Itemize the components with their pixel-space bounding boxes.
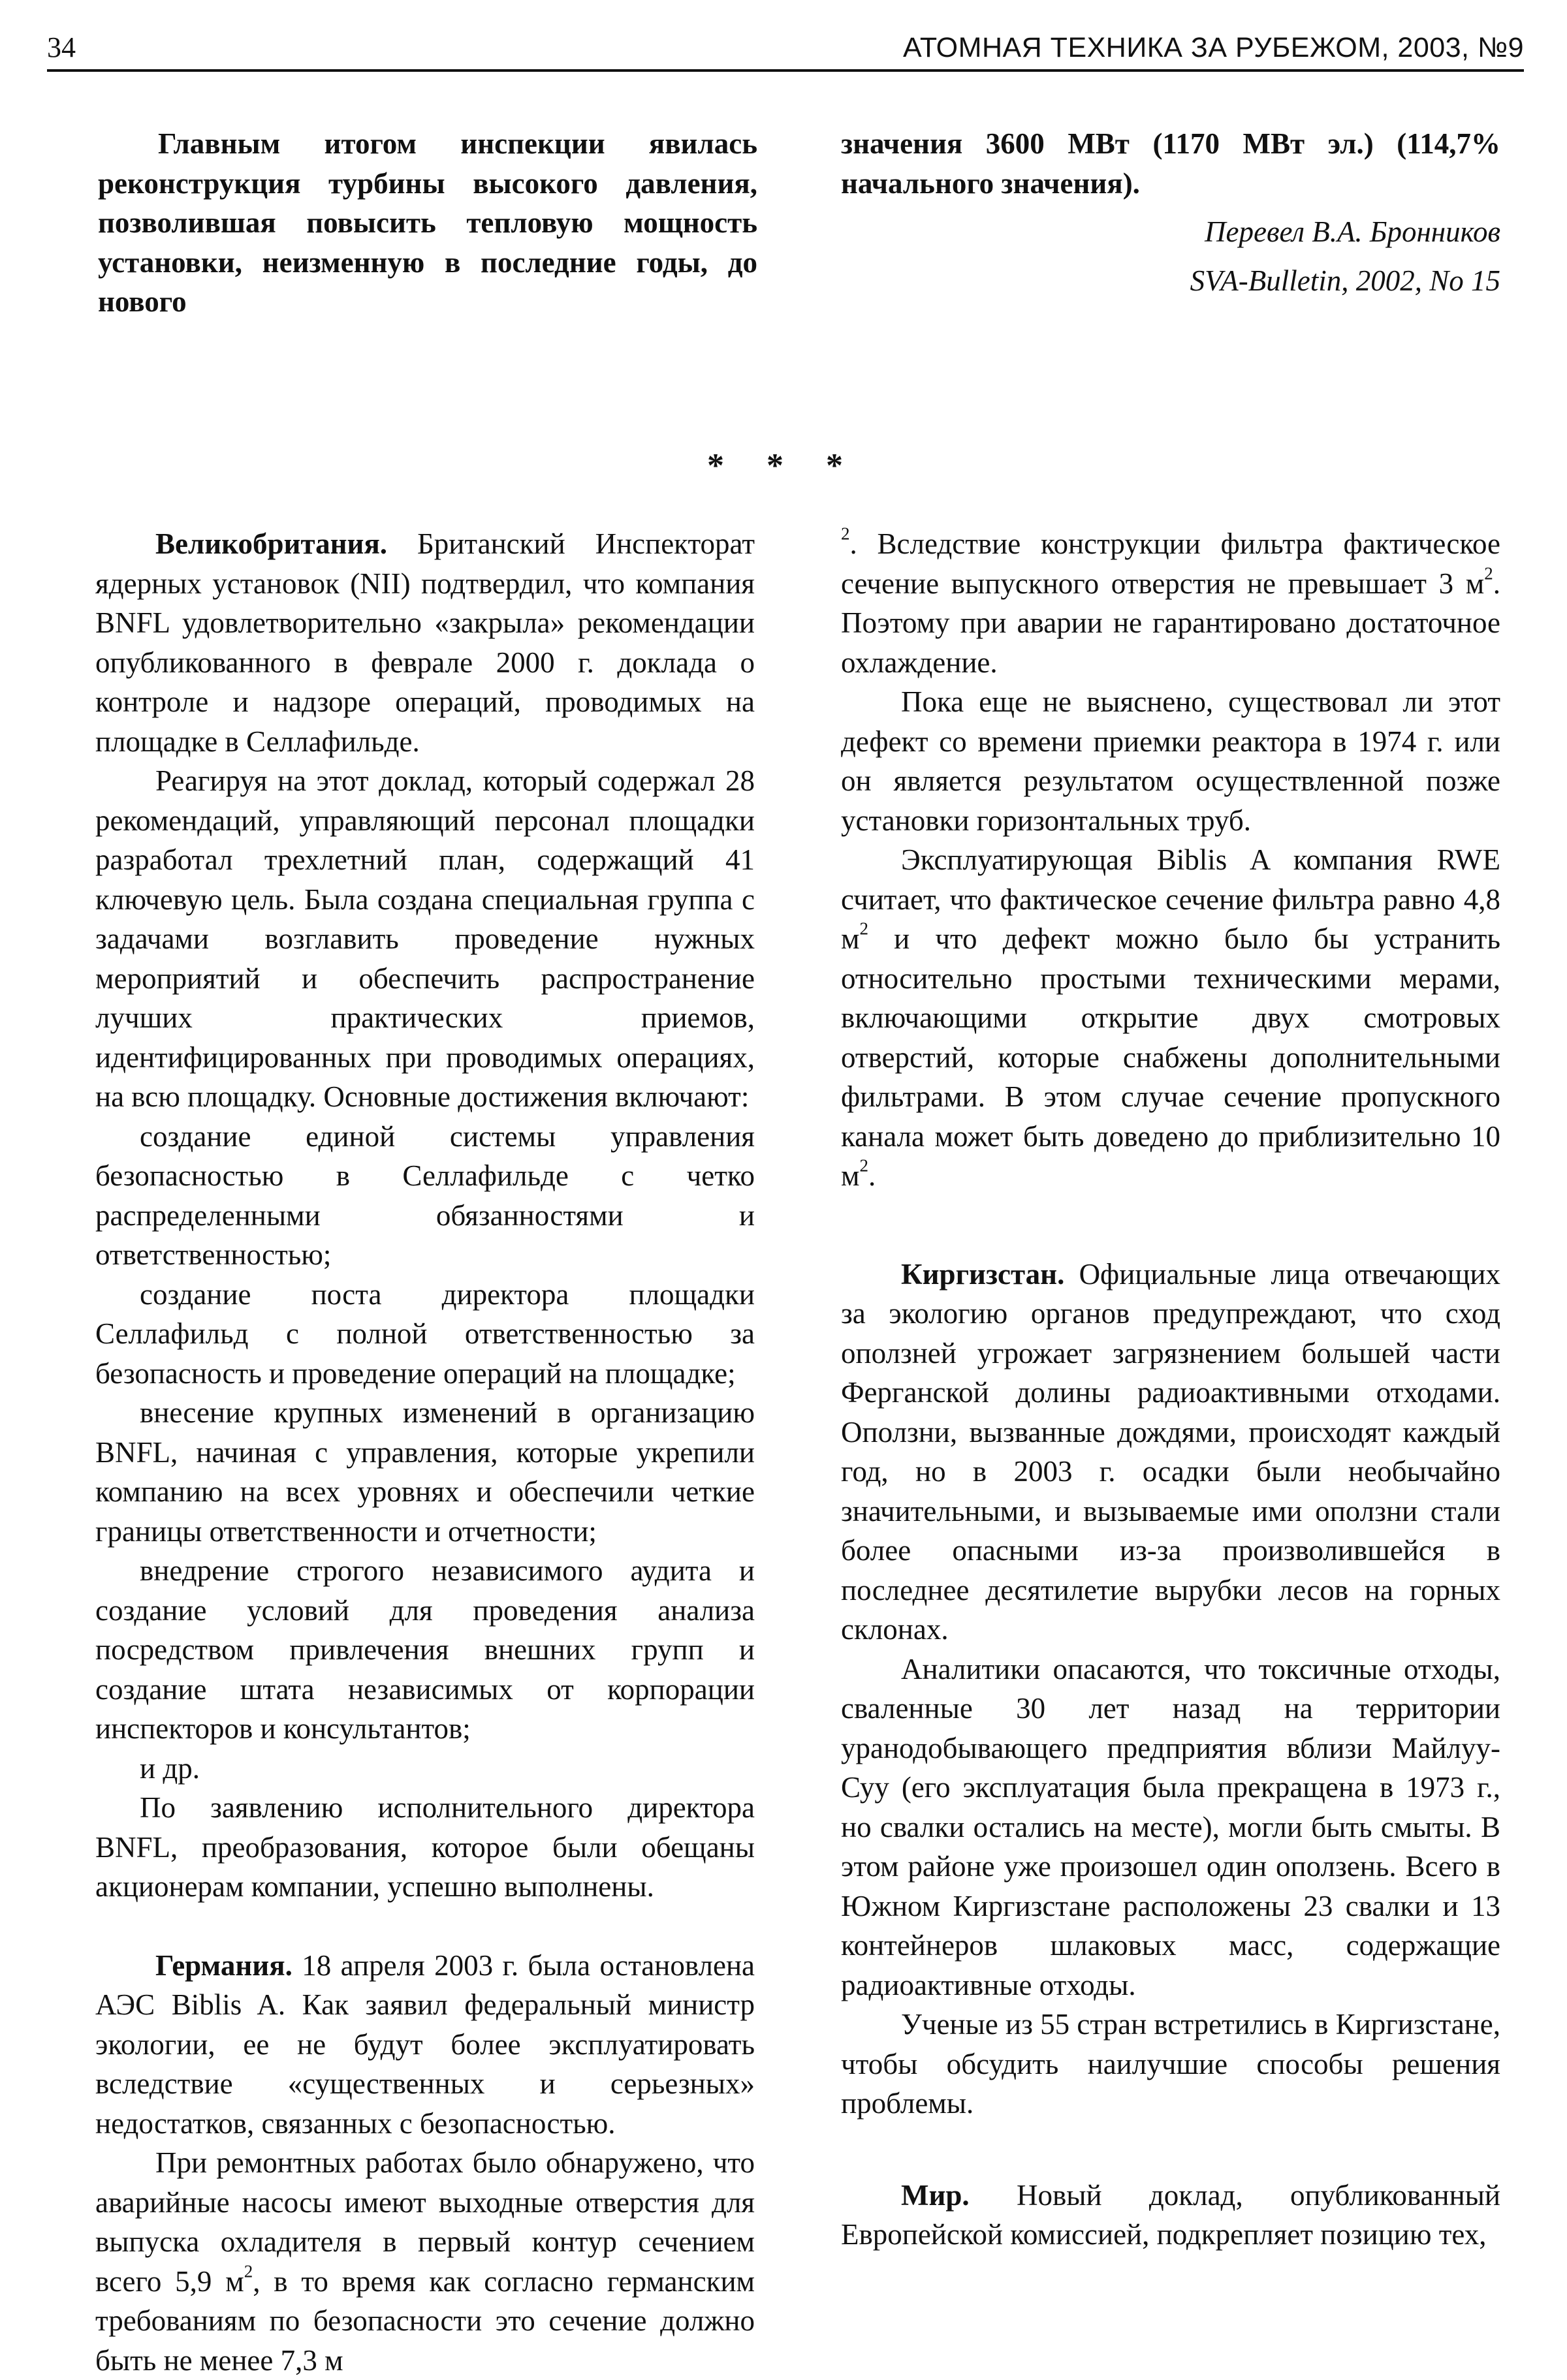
top-right-column — [841, 124, 1500, 300]
uk-list-item: внедрение строгого независимого аудита и создание условий для проведения анализа посредством привлечения внешних групп и создание штата независимых от корпорации инспекторов и консультантов; — [95, 1554, 755, 1745]
kyrgyzstan-paragraph-2: Аналитики опасаются, что токсичные отходы, сваленные 30 лет назад на территории уранодобывающего предприятия вблизи Майлуу-Суу (его эксплуатация была прекращена в 1973 г., но свалки остались на месте), могли быть смыты. В этом районе уже произошел один оползень. Всего в Южном Киргизстане расположены 23 свалки и 13 контейнеров шлаковых масс, содержащие радиоактивные отходы. — [841, 1652, 1500, 2001]
uk-list-item: и др. — [140, 1751, 200, 1785]
uk-list-item: создание поста директора площадки Селлафильд с полной ответственностью за безопасность и проведение операций на площадке; — [95, 1277, 755, 1390]
uk-heading: Великобритания. — [155, 527, 388, 560]
germany-paragraph-1: Германия. 18 апреля 2003 г. была остановлена АЭС Biblis A. Как заявил федеральный министр экологии, ее не будут более эксплуатировать вследствие «существенных и серьезных» недостатков, связанных с безопасностью. — [95, 1949, 755, 2140]
germany-paragraph-2-continued: $^2$. Вследствие конструкции фильтра фактическое сечение выпускного отверстия не превышает 3 $м^2$. Поэтому при аварии не гарантировано достаточное охлаждение. — [841, 524, 1500, 679]
section-separator: * * * — [707, 447, 860, 484]
page-header — [47, 27, 1524, 68]
uk-paragraph-1: Великобритания. Британский Инспекторат ядерных установок (NII) подтвердил, что компания BNFL удовлетворительно «закрыла» рекомендации опубликованного в феврале 2000 г. доклада о контроле и надзоре операций, проводимых на площадке в Селлафильде. — [95, 527, 755, 758]
left-column — [95, 524, 755, 2380]
kyrgyzstan-paragraph-1: Киргизстан. Официальные лица отвечающих за экологию органов предупреждают, что сход оползней угрожает загрязнением большей части Ферганской долины радиоактивными отходами. Оползни, вызванные дождями, происходят каждый год, но в 2003 г. осадки были необычайно значительными, и вызываемые ими оползни стали более опасными из-за произволившейся в последнее десятилетие вырубки лесов на горных склонах. — [841, 1257, 1500, 1646]
germany-paragraph-2: При ремонтных работах было обнаружено, что аварийные насосы имеют выходные отверстия для выпуска охладителя в первый контур сечением всего 5,9 $м^2$, в то время как согласно германским требованиям по безопасности это сечение должно быть не менее 7,3 м — [95, 2146, 755, 2377]
header-rule — [47, 69, 1524, 72]
germany-paragraph-3: Пока еще не выяснено, существовал ли этот дефект со времени приемки реактора в 1974 г. или он является результатом осуществленной позже установки горизонтальных труб. — [841, 685, 1500, 837]
world-paragraph-1: Мир. Новый доклад, опубликованный Европейской комиссией, подкрепляет позицию тех, — [841, 2178, 1500, 2251]
germany-heading: Германия. — [155, 1949, 293, 1982]
page-number: 34 — [47, 31, 76, 63]
inspection-summary-continued: значения 3600 МВт (1170 МВт эл.) (114,7% начального значения). — [841, 127, 1500, 200]
kyrgyzstan-paragraph-3: Ученые из 55 стран встретились в Киргизстане, чтобы обсудить наилучшие способы решения проблемы. — [841, 2008, 1500, 2120]
uk-list-item: внесение крупных изменений в организацию BNFL, начиная с управления, которые укрепили компанию на всех уровнях и обеспечили четкие границы ответственности и отчетности; — [95, 1396, 755, 1548]
inspection-summary: Главным итогом инспекции явилась реконструкция турбины высокого давления, позволившая повысить тепловую мощность установки, неизменную в последние годы, до нового — [98, 127, 757, 318]
translator-credit: Перевел В.А. Бронников — [1205, 215, 1500, 248]
germany-paragraph-4: Эксплуатирующая Biblis A компания RWE считает, что фактическое сечение фильтра равно 4,8 $м^2$ и что дефект можно было бы устранить относительно простыми техническими мерами, включающими открытие двух смотровых отверстий, которые снабжены дополнительными фильтрами. В этом случае сечение пропускного канала может быть доведено до приблизительно 10 $м^2$. — [841, 843, 1500, 1192]
journal-title: АТОМНАЯ ТЕХНИКА ЗА РУБЕЖОМ, 2003, №9 — [903, 32, 1524, 63]
uk-list-item: создание единой системы управления безопасностью в Селлафильде с четко распределенными обязанностями и ответственностью; — [95, 1120, 755, 1271]
world-heading: Мир. — [901, 2178, 970, 2212]
right-column — [841, 524, 1500, 2255]
top-left-column — [98, 124, 757, 322]
source-credit: SVA-Bulletin, 2002, No 15 — [1190, 264, 1500, 297]
uk-paragraph-2: Реагируя на этот доклад, который содержал 28 рекомендаций, управляющий персонал площадки разработал трехлетний план, содержащий 41 ключевую цель. Была создана специальная группа с задачами возглавить проведение нужных мероприятий и обеспечить распространение лучших практических приемов, идентифицированных при проводимых операциях, на всю площадку. Основные достижения включают: — [95, 764, 755, 1113]
uk-paragraph-3: По заявлению исполнительного директора BNFL, преобразования, которое были обещаны акционерам компании, успешно выполнены. — [95, 1791, 755, 1903]
kyrgyzstan-heading: Киргизстан. — [901, 1257, 1065, 1291]
